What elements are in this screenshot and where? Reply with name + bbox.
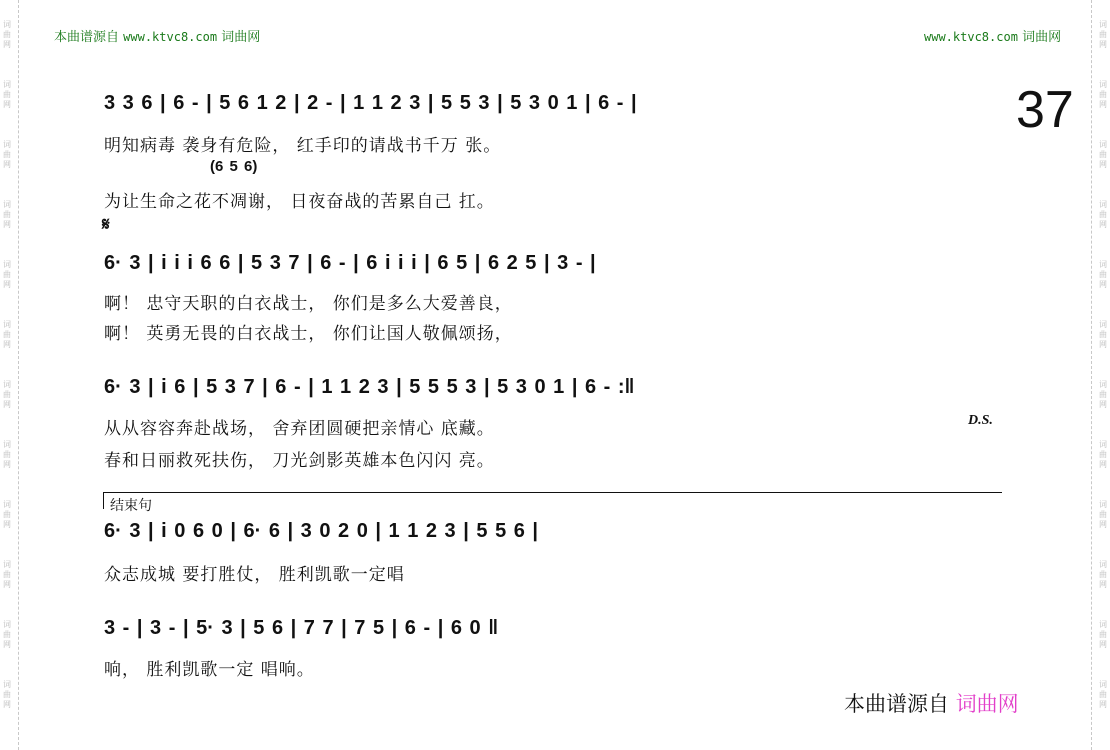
left-edge-watermarks [0, 0, 14, 750]
edge-label: 词曲网 [3, 560, 11, 589]
ending-bracket [103, 492, 1002, 509]
edge-label: 词曲网 [3, 80, 11, 109]
ending-label: 结束句 [110, 498, 152, 514]
header-right-url[interactable]: www.ktvc8.com [924, 30, 1018, 44]
header-right [924, 26, 1061, 45]
score-line-1-parenthetical: (6 5 6) [210, 158, 258, 175]
header-left-url[interactable]: www.ktvc8.com [123, 30, 218, 44]
edge-label: 词曲网 [1099, 680, 1107, 709]
edge-label: 词曲网 [3, 500, 11, 529]
edge-label: 词曲网 [1099, 320, 1107, 349]
score-line-3-lyric-2: 春和日丽救死扶伤， 刀光剑影英雄本色闪闪 亮。 [104, 451, 495, 471]
score-line-5-notes: 3 - | 3 - | 5· 3 | 5 6 | 7 7 | 7 5 | 6 - | 6 0 ‖ [104, 617, 499, 639]
header-left [54, 26, 260, 45]
page-number: 37 [1016, 81, 1074, 139]
header-source-text: 本曲谱源自 [54, 30, 120, 45]
edge-label: 词曲网 [1099, 200, 1107, 229]
edge-label: 词曲网 [3, 20, 11, 49]
footer-brand[interactable]: 词曲网 [955, 692, 1019, 716]
edge-label: 词曲网 [1099, 500, 1107, 529]
score-line-1-lyric-1: 明知病毒 袭身有危险， 红手印的请战书千万 张。 [104, 136, 502, 156]
score-line-4-notes: 6· 3 | i 0 6 0 | 6· 6 | 3 0 2 0 | 1 1 2 3 | 5 5 6 | [104, 520, 539, 542]
edge-label: 词曲网 [1099, 140, 1107, 169]
ds-mark: D.S. [968, 413, 993, 428]
right-edge-watermarks [1096, 0, 1110, 750]
score-line-2-notes: 6· 3 | i i i 6 6 | 5 3 7 | 6 - | 6 i i i | 6 5 | 6 2 5 | 3 - | [104, 252, 596, 274]
score-line-5-lyric: 响， 胜利凯歌一定 唱响。 [104, 660, 315, 680]
footer [844, 688, 1019, 718]
edge-label: 词曲网 [3, 200, 11, 229]
edge-label: 词曲网 [3, 620, 11, 649]
left-edge-line [18, 0, 19, 750]
footer-source: 本曲谱源自 [844, 692, 949, 716]
edge-label: 词曲网 [1099, 620, 1107, 649]
header-right-site: 词曲网 [1022, 30, 1062, 45]
edge-label: 词曲网 [1099, 440, 1107, 469]
edge-label: 词曲网 [3, 380, 11, 409]
score-line-3-notes: 6· 3 | i 6 | 5 3 7 | 6 - | 1 1 2 3 | 5 5 5 3 | 5 3 0 1 | 6 - :‖ [104, 376, 635, 398]
right-edge-line [1091, 0, 1092, 750]
edge-label: 词曲网 [3, 440, 11, 469]
edge-label: 词曲网 [3, 320, 11, 349]
score-line-1-lyric-2: 为让生命之花不凋谢， 日夜奋战的苦累自己 扛。 [104, 192, 495, 212]
edge-label: 词曲网 [3, 680, 11, 709]
header-left-site: 词曲网 [221, 30, 261, 45]
segno-sign: 𝄋 [102, 214, 110, 235]
score-line-2-lyric-1: 啊！ 忠守天职的白衣战士， 你们是多么大爱善良， [104, 294, 513, 314]
edge-label: 词曲网 [1099, 380, 1107, 409]
edge-label: 词曲网 [3, 260, 11, 289]
edge-label: 词曲网 [3, 140, 11, 169]
score-line-1-notes: 3 3 6 | 6 - | 5 6 1 2 | 2 - | 1 1 2 3 | 5 5 3 | 5 3 0 1 | 6 - | [104, 92, 637, 114]
score-line-3-lyric-1: 从从容容奔赴战场， 舍弃团圆硬把亲情心 底藏。 [104, 419, 495, 439]
score-line-4-lyric: 众志成城 要打胜仗， 胜利凯歌一定唱 [104, 565, 405, 585]
score-line-2-lyric-2: 啊！ 英勇无畏的白衣战士， 你们让国人敬佩颂扬， [104, 324, 513, 344]
edge-label: 词曲网 [1099, 560, 1107, 589]
edge-label: 词曲网 [1099, 20, 1107, 49]
edge-label: 词曲网 [1099, 260, 1107, 289]
edge-label: 词曲网 [1099, 80, 1107, 109]
